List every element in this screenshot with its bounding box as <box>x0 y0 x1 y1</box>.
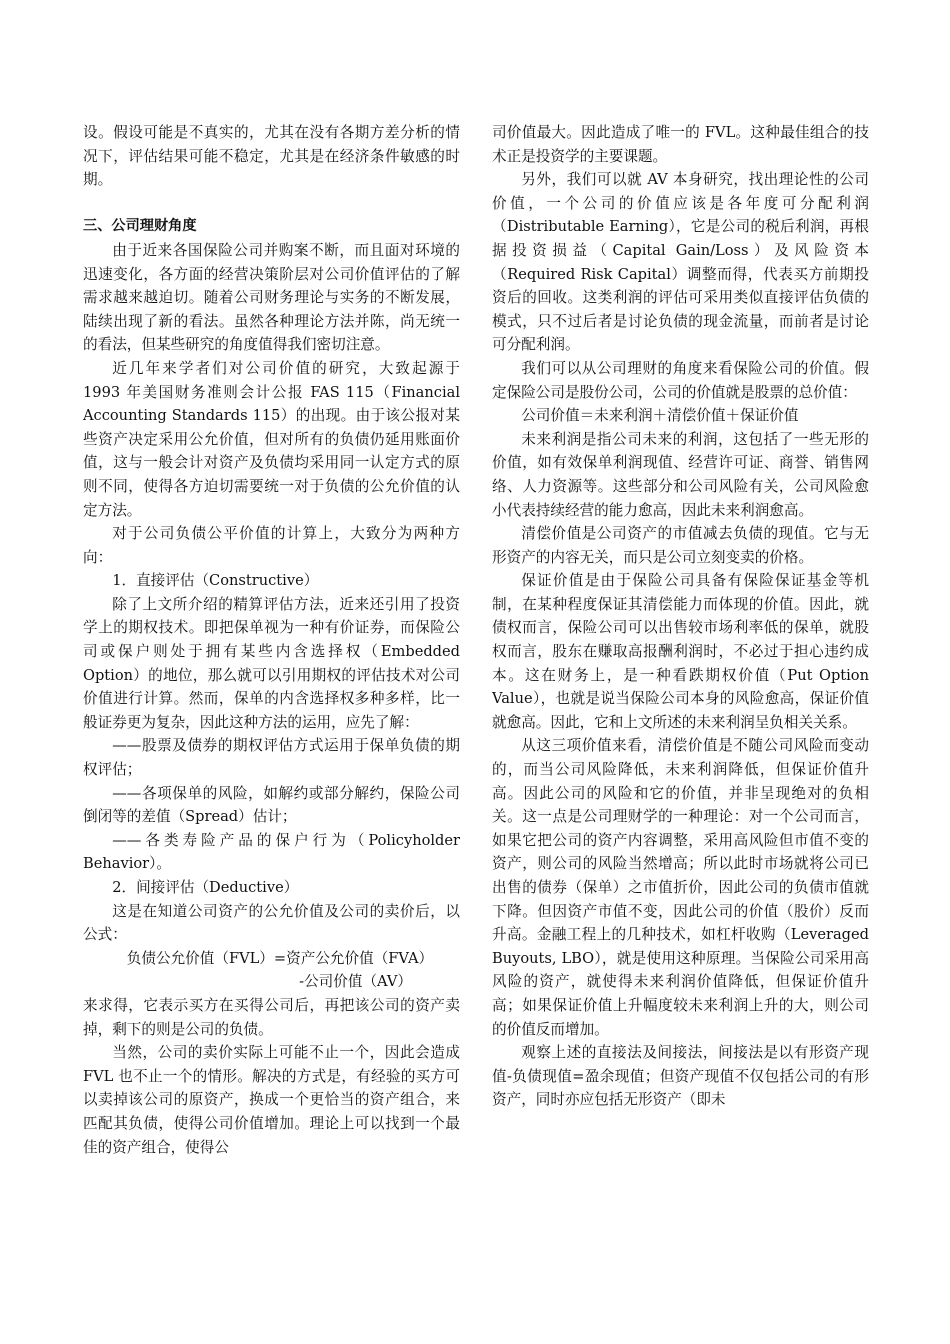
paragraph: 观察上述的直接法及间接法，间接法是以有形资产现值-负债现值=盈余现值；但资产现值不仅包括公司的有形资产，同时亦应包括无形资产（即未 <box>492 1044 869 1109</box>
paragraph: 除了上文所介绍的精算评估方法，近来还引用了投资学上的期权技术。即把保单视为一种有价证券，而保险公司或保户则处于拥有某些内含选择权（Embedded Option）的地位，那么就可以引用期权的评估技术对公司价值进行计算。然而，保单的内含选择权多种多样，比一般证券更为复杂，因此这种方法的运用，应先了解： <box>83 595 460 731</box>
formula-line: -公司价值（AV） <box>299 973 412 991</box>
paragraph: 从这三项价值来看，清偿价值是不随公司风险而变动的，而当公司风险降低，未来利润降低，但保证价值升高。因此公司的风险和它的价值，并非呈现绝对的负相关。这一点是公司理财学的一种理论：对一个公司而言，如果它把公司的资产内容调整，采用高风险但市值不变的资产，则公司的风险当然增高；所以此时市场就将公司已出售的债券（保单）之市值折价，因此公司的负债市值就下降。但因资产市值不变，因此公司的价值（股价）反而升高。金融工程上的几种技术，如杠杆收购（Leveraged Buyouts, LBO），就是使用这种原理。当保险公司采用高风险的资产，就使得未来利润价值降低，但保证价值升高；如果保证价值上升幅度较未来利润上升的大，则公司的价值反而增加。 <box>492 737 869 1038</box>
paragraph: 设。假设可能是不真实的，尤其在没有各期方差分析的情况下，评估结果可能不稳定，尤其是在经济条件敏感的时期。 <box>83 124 460 189</box>
paragraph: 清偿价值是公司资产的市值减去负债的现值。它与无形资产的内容无关，而只是公司立刻变卖的价格。 <box>492 525 869 566</box>
list-item: ——各项保单的风险，如解约或部分解约，保险公司倒闭等的差值（Spread）估计； <box>83 784 460 826</box>
paragraph: 来求得，它表示买方在买得公司后，再把该公司的资产卖掉，剩下的则是公司的负债。 <box>83 996 460 1038</box>
paragraph: 对于公司负债公平价值的计算上，大致分为两种方向： <box>83 525 460 566</box>
right-column <box>492 121 869 1112</box>
paragraph: 当然，公司的卖价实际上可能不止一个，因此会造成 FVL 也不止一个的情形。解决的方式是，有经验的买方可以卖掉该公司的原资产，换成一个更恰当的资产组合，来匹配其负债，使得公司价值增加。理论上可以找到一个最佳的资产组合，使得公 <box>83 1044 460 1156</box>
paragraph: 我们可以从公司理财的角度来看保险公司的价值。假定保险公司是股份公司，公司的价值就是股票的总价值： <box>492 359 869 401</box>
paragraph: 近几年来学者们对公司价值的研究，大致起源于 1993 年美国财务准则会计公报 FAS 115（Financial Accounting Standards 115）的出现。由于该公报对某些资产决定采用公允价值，但对所有的负债仍延用账面价值，这与一般会计对资产及负债均采用同一认定方式的原则不同，使得各方迫切需要统一对于负债的公允价值的认定方法。 <box>83 359 460 519</box>
paragraph: 未来利润是指公司未来的利润，这包括了一些无形的价值，如有效保单利润现值、经营许可证、商誉、销售网络、人力资源等。这些部分和公司风险有关，公司风险愈小代表持续经营的能力愈高，因此未来利润愈高。 <box>492 430 869 519</box>
paragraph: 司价值最大。因此造成了唯一的 FVL。这种最佳组合的技术正是投资学的主要课题。 <box>492 124 869 165</box>
paragraph: 由于近来各国保险公司并购案不断，而且面对环境的迅速变化，各方面的经营决策阶层对公司价值评估的了解需求越来越迫切。随着公司财务理论与实务的不断发展，陆续出现了新的看法。虽然各种理论方法并陈，尚无统一的看法，但某些研究的角度值得我们密切注意。 <box>83 241 460 354</box>
formula-line: 负债公允价值（FVL）=资产公允价值（FVA） <box>126 949 434 967</box>
list-item: ——股票及债券的期权评估方式运用于保单负债的期权评估； <box>83 737 460 779</box>
spacer <box>83 192 460 216</box>
paragraph: 另外，我们可以就 AV 本身研究，找出理论性的公司价值，一个公司的价值应该是各年度可分配利润（Distributable Earning），它是公司的税后利润，再根据投资损益（Capital Gain/Loss）及风险资本（Required Risk Capital）调整而得，代表买方前期投资后的回收。这类利润的评估可采用类似直接评估负债的模式，只不过后者是讨论负债的现金流量，而前者是讨论可分配利润。 <box>492 171 869 354</box>
paragraph: 保证价值是由于保险公司具备有保险保证基金等机制，在某种程度保证其清偿能力而体现的价值。因此，就债权而言，保险公司可以出售较市场利率低的保单，就股权而言，股东在赚取高报酬利润时，不必过于担心违约成本。这在财务上，是一种看跌期权价值（Put Option Value），也就是说当保险公司本身的风险愈高，保证价值就愈高。因此，它和上文所述的未来利润呈负相关关系。 <box>492 572 869 731</box>
subheading: 1．直接评估（Constructive） <box>112 572 319 590</box>
list-item: ——各类寿险产品的保户行为（Policyholder Behavior）。 <box>83 831 460 873</box>
left-column <box>83 121 460 1159</box>
paragraph: 这是在知道公司资产的公允价值及公司的卖价后，以公式： <box>83 902 460 944</box>
section-heading: 三、公司理财角度 <box>83 218 197 235</box>
subheading: 2．间接评估（Deductive） <box>112 879 299 896</box>
formula-line: 公司价值＝未来利润＋清偿价值＋保证价值 <box>521 407 799 425</box>
